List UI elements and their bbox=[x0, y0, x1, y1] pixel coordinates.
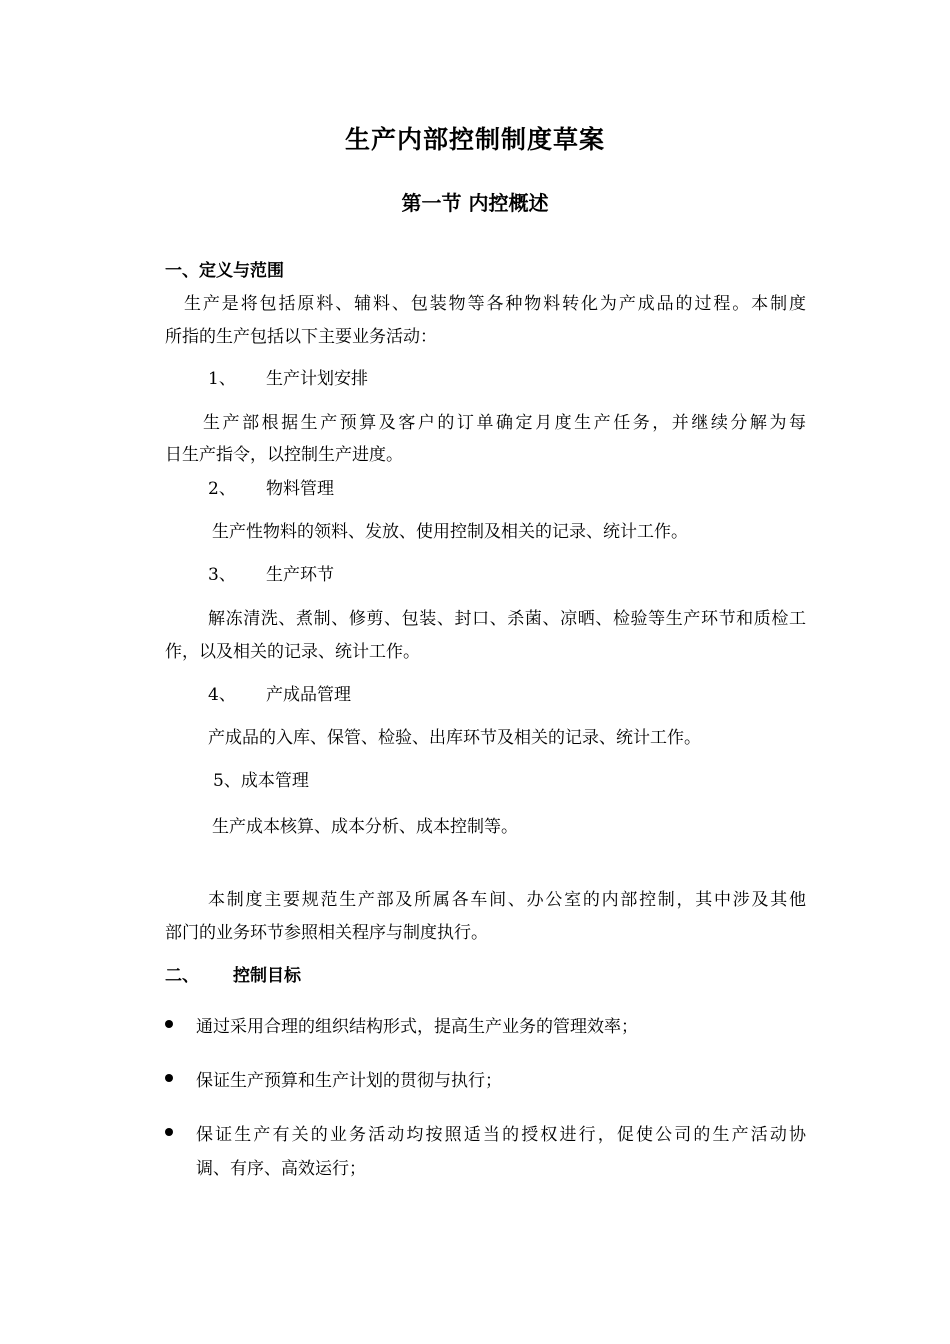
list-item-number bbox=[208, 474, 334, 499]
part2-title: 控制目标 bbox=[233, 966, 301, 986]
item-desc-line-2: 日生产指令，以控制生产进度。 bbox=[165, 445, 403, 465]
bullet-line-1: 通过采用合理的组织结构形式，提高生产业务的管理效率； bbox=[196, 1017, 638, 1037]
bullet-icon bbox=[165, 1020, 173, 1028]
item-label: 物料管理 bbox=[266, 479, 334, 499]
bullet-icon bbox=[165, 1074, 173, 1082]
bullet-icon bbox=[165, 1128, 173, 1136]
item-desc-line-1: 产成品的入库、保管、检验、出库环节及相关的记录、统计工作。 bbox=[208, 728, 701, 748]
item-desc-line-1: 解冻清洗、煮制、修剪、包装、封口、杀菌、凉晒、检验等生产环节和质检工 bbox=[208, 609, 806, 629]
item-number: 3、 bbox=[208, 565, 236, 585]
scope-line-2: 部门的业务环节参照相关程序与制度执行。 bbox=[165, 923, 488, 943]
list-item-number bbox=[208, 560, 334, 585]
list-item-number bbox=[208, 364, 368, 389]
item-desc-line-1: 生产成本核算、成本分析、成本控制等。 bbox=[212, 817, 518, 837]
item-desc-line-1: 生产部根据生产预算及客户的订单确定月度生产任务，并继续分解为每 bbox=[203, 413, 806, 433]
item-desc-line-2: 作，以及相关的记录、统计工作。 bbox=[165, 642, 420, 662]
item-number: 2、 bbox=[208, 479, 236, 499]
item-label: 生产环节 bbox=[266, 565, 334, 585]
bullet-line-1: 保证生产有关的业务活动均按照适当的授权进行，促使公司的生产活动协 bbox=[196, 1125, 806, 1145]
section-title: 第一节 内控概述 bbox=[401, 191, 549, 215]
bullet-line-2: 调、有序、高效运行； bbox=[196, 1159, 366, 1179]
item-number: 1、 bbox=[208, 369, 236, 389]
list-item-number bbox=[208, 680, 351, 705]
intro-line-1: 生产是将包括原料、辅料、包装物等各种物料转化为产成品的过程。本制度 bbox=[184, 294, 806, 314]
part1-heading: 一、定义与范围 bbox=[165, 261, 284, 281]
part2-heading bbox=[165, 961, 301, 986]
item-label: 产成品管理 bbox=[266, 685, 351, 705]
item-desc-line-1: 生产性物料的领料、发放、使用控制及相关的记录、统计工作。 bbox=[212, 522, 688, 542]
item-number: 4、 bbox=[208, 685, 236, 705]
intro-line-2: 所指的生产包括以下主要业务活动： bbox=[165, 327, 437, 347]
item-label: 5、成本管理 bbox=[213, 771, 309, 791]
document-title: 生产内部控制制度草案 bbox=[344, 125, 605, 154]
bullet-line-1: 保证生产预算和生产计划的贯彻与执行； bbox=[196, 1071, 502, 1091]
scope-line-1: 本制度主要规范生产部及所属各车间、办公室的内部控制，其中涉及其他 bbox=[208, 890, 806, 910]
item-label: 生产计划安排 bbox=[266, 369, 368, 389]
part2-number: 二、 bbox=[165, 966, 199, 986]
